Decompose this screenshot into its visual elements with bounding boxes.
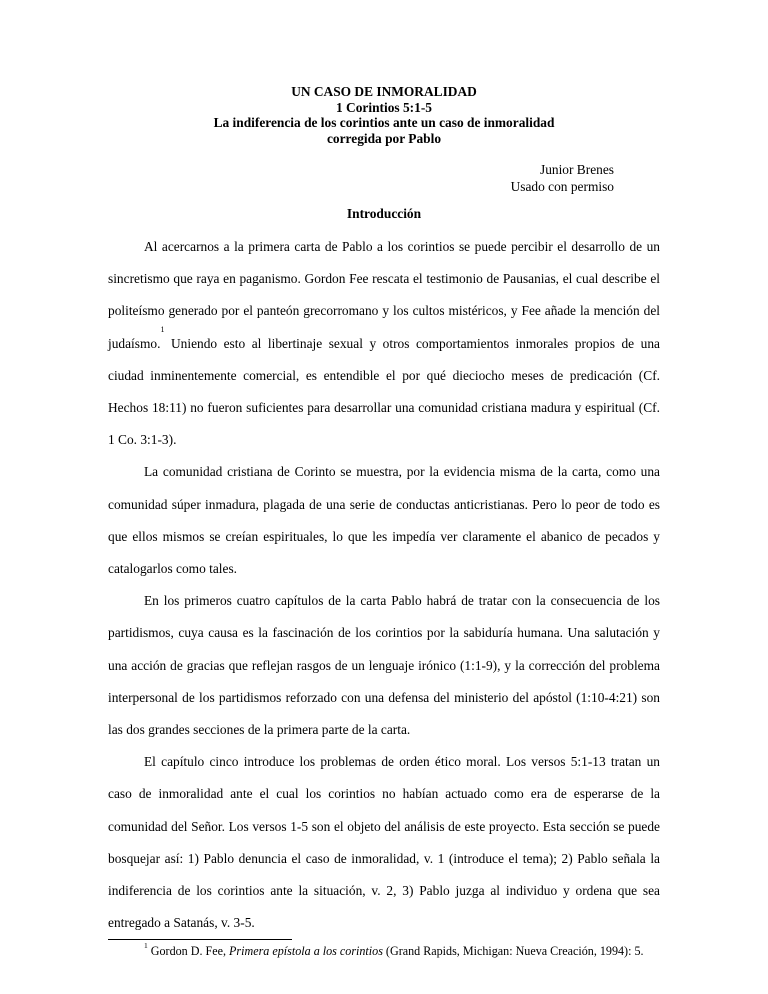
section-heading: Introducción <box>346 206 422 221</box>
author-name: Junior Brenes <box>539 162 614 177</box>
paragraph-1-part-b: Uniendo esto al libertinaje sexual y otros comportamientos inmorales propios de una ciudad inminentemente comercial, es entendible el por qué dieciocho meses de predicación (Cf. Hechos 18:11) no fueron suficientes para desarrollar una comunidad cristiana madura y espiritual (Cf. 1 Co. 3:1-3). <box>108 335 660 448</box>
paragraph-1-part-a: Al acercarnos a la primera carta de Pablo a los corintios se puede percibir el desarrollo de un sincretismo que raya en paganismo. Gordon Fee rescata el testimonio de Pausanias, el cual describe el politeísmo generado por el panteón grecorromano y los cultos mistéricos, y Fee añade la mención del judaísmo. <box>108 239 660 351</box>
footnote-ref: 1 <box>160 324 165 334</box>
footnote-work-title: Primera epístola a los corintios <box>229 944 383 958</box>
paragraph-2: La comunidad cristiana de Corinto se muestra, por la evidencia misma de la carta, como una comunidad súper inmadura, plagada de una serie de conductas anticristianas. Pero lo peor de todo es que ellos mismos se creían espirituales, lo que les impedía ver claramente el abanico de pecados y catalogarlos como tales. <box>108 464 660 577</box>
title-main: UN CASO DE INMORALIDAD <box>291 84 477 99</box>
title-subtitle-line2: corregida por Pablo <box>326 130 442 146</box>
paragraph-3: En los primeros cuatro capítulos de la carta Pablo habrá de tratar con la consecuencia de los partidismos, cuya causa es la fascinación de los corintios por la sabiduría humana. Una salutación y una acción de gracias que reflejan rasgos de un lenguaje irónico (1:1-9), y la corrección del problema interpersonal de los partidismos reforzado con una defensa del ministerio del apóstol (1:10-4:21) son las dos grandes secciones de la primera parte de la carta. <box>108 593 660 738</box>
paragraph-4: El capítulo cinco introduce los problemas de orden ético moral. Los versos 5:1-13 tratan un caso de inmoralidad ante el cual los corintios no habían actuado como era de esperarse de la comunidad del Señor. Los versos 1-5 son el objeto del análisis de este proyecto. Esta sección se puede bosquejar así: 1) Pablo denuncia el caso de inmoralidad, v. 1 (introduce el tema); 2) Pablo señala la indiferencia de los corintios ante la situación, v. 2, 3) Pablo juzga al individuo y ordena que sea entregado a Satanás, v. 3-5. <box>108 754 660 931</box>
footnote <box>144 941 704 959</box>
footnote-number: 1 <box>144 941 148 950</box>
footnote-details: (Grand Rapids, Michigan: Nueva Creación, 1994): 5. <box>382 944 644 958</box>
title-block <box>0 84 768 146</box>
title-subtitle-line1: La indiferencia de los corintios ante un caso de inmoralidad <box>213 115 555 130</box>
footnote-divider <box>108 939 292 940</box>
permission-note: Usado con permiso <box>510 179 614 194</box>
footnote-author: Gordon D. Fee, <box>147 944 230 958</box>
body-text <box>108 231 660 939</box>
author-block <box>511 161 614 195</box>
paragraph-1 <box>108 231 660 456</box>
title-reference: 1 Corintios 5:1-5 <box>336 99 432 115</box>
